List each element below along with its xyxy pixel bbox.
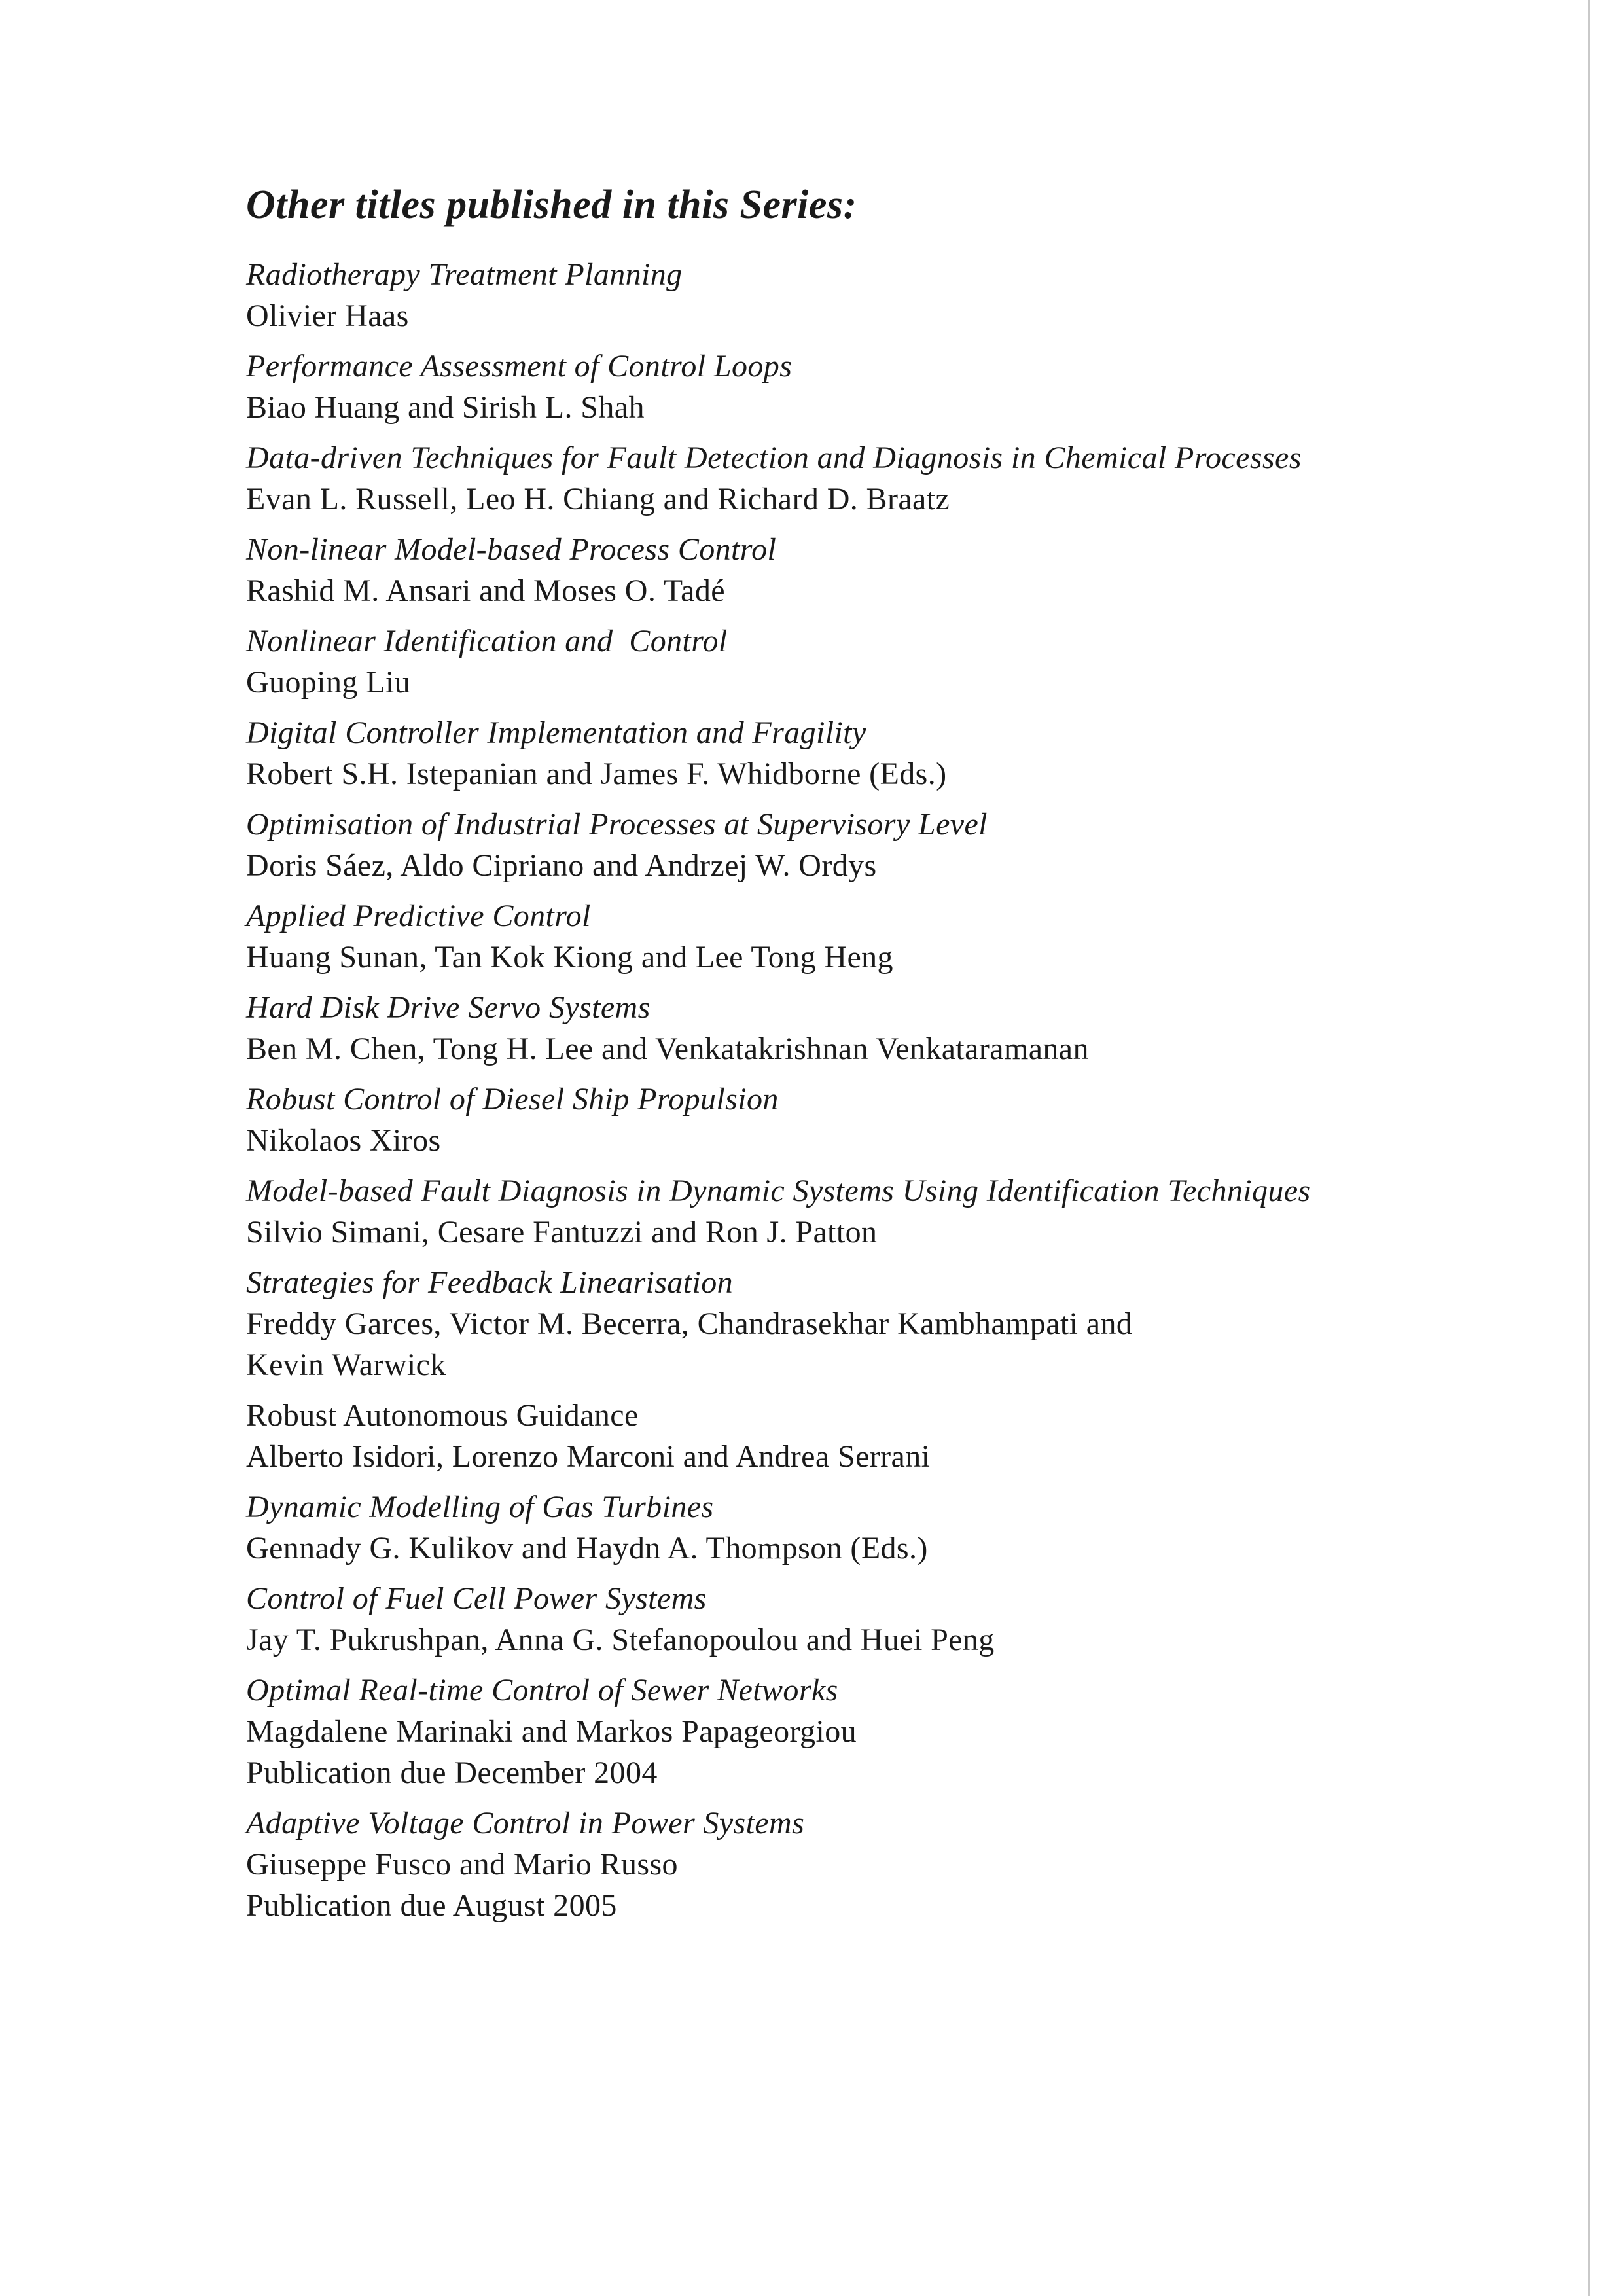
series-titles-list [246,254,1424,1926]
book-title: Radiotherapy Treatment Planning [246,257,683,292]
book-authors: Giuseppe Fusco and Mario Russo [246,1847,678,1882]
book-title: Robust Autonomous Guidance [246,1398,639,1433]
list-item [246,1803,1424,1926]
book-title: Data-driven Techniques for Fault Detection and Diagnosis in Chemical Processes [246,440,1302,475]
book-title: Model-based Fault Diagnosis in Dynamic Systems Using Identification Techniques [246,1174,1311,1208]
book-title: Strategies for Feedback Linearisation [246,1265,734,1300]
book-authors: Gennady G. Kulikov and Haydn A. Thompson (Eds.) [246,1531,928,1566]
list-item [246,1578,1424,1660]
book-authors-continued: Kevin Warwick [246,1348,446,1382]
book-title: Adaptive Voltage Control in Power Systems [246,1806,805,1840]
book-authors: Huang Sunan, Tan Kok Kiong and Lee Tong Heng [246,940,893,975]
book-title: Robust Control of Diesel Ship Propulsion [246,1082,779,1117]
book-authors: Ben M. Chen, Tong H. Lee and Venkatakrishnan Venkataramanan [246,1031,1089,1066]
list-item [246,987,1424,1069]
publication-note: Publication due December 2004 [246,1755,658,1790]
book-title: Control of Fuel Cell Power Systems [246,1581,707,1616]
list-item [246,1486,1424,1569]
publication-note: Publication due August 2005 [246,1888,617,1923]
book-authors: Robert S.H. Istepanian and James F. Whidborne (Eds.) [246,757,947,791]
list-item [246,1079,1424,1161]
book-authors: Guoping Liu [246,665,411,700]
book-title: Dynamic Modelling of Gas Turbines [246,1490,714,1524]
book-authors: Olivier Haas [246,298,409,333]
list-item [246,712,1424,795]
book-authors: Biao Huang and Sirish L. Shah [246,390,645,425]
book-authors: Evan L. Russell, Leo H. Chiang and Richard D. Braatz [246,482,950,516]
list-item [246,437,1424,520]
book-authors: Nikolaos Xiros [246,1123,441,1158]
book-title: Optimisation of Industrial Processes at Supervisory Level [246,807,988,842]
book-title: Non-linear Model-based Process Control [246,532,777,567]
book-authors: Rashid M. Ansari and Moses O. Tadé [246,573,725,608]
book-authors: Jay T. Pukrushpan, Anna G. Stefanopoulou and Huei Peng [246,1623,995,1657]
list-item [246,529,1424,611]
series-list-section [246,185,1424,1935]
book-title: Digital Controller Implementation and Fragility [246,715,866,750]
list-item [246,1670,1424,1793]
page-edge-divider [1588,0,1590,2296]
book-authors: Alberto Isidori, Lorenzo Marconi and Andrea Serrani [246,1439,931,1474]
book-title: Nonlinear Identification and Control [246,624,728,658]
book-title: Performance Assessment of Control Loops [246,349,793,384]
book-authors: Silvio Simani, Cesare Fantuzzi and Ron J. Patton [246,1215,878,1249]
book-authors: Freddy Garces, Victor M. Becerra, Chandrasekhar Kambhampati and [246,1306,1133,1341]
page-heading: Other titles published in this Series: [246,183,857,227]
list-item [246,346,1424,428]
book-title: Optimal Real-time Control of Sewer Networks [246,1673,838,1708]
list-item [246,804,1424,886]
list-item [246,895,1424,978]
book-title: Hard Disk Drive Servo Systems [246,990,651,1025]
book-authors: Doris Sáez, Aldo Cipriano and Andrzej W. Ordys [246,848,877,883]
book-authors: Magdalene Marinaki and Markos Papageorgiou [246,1714,857,1749]
list-item [246,1395,1424,1477]
list-item [246,620,1424,703]
book-title: Applied Predictive Control [246,899,591,933]
list-item [246,1170,1424,1253]
list-item [246,1262,1424,1386]
list-item [246,254,1424,336]
